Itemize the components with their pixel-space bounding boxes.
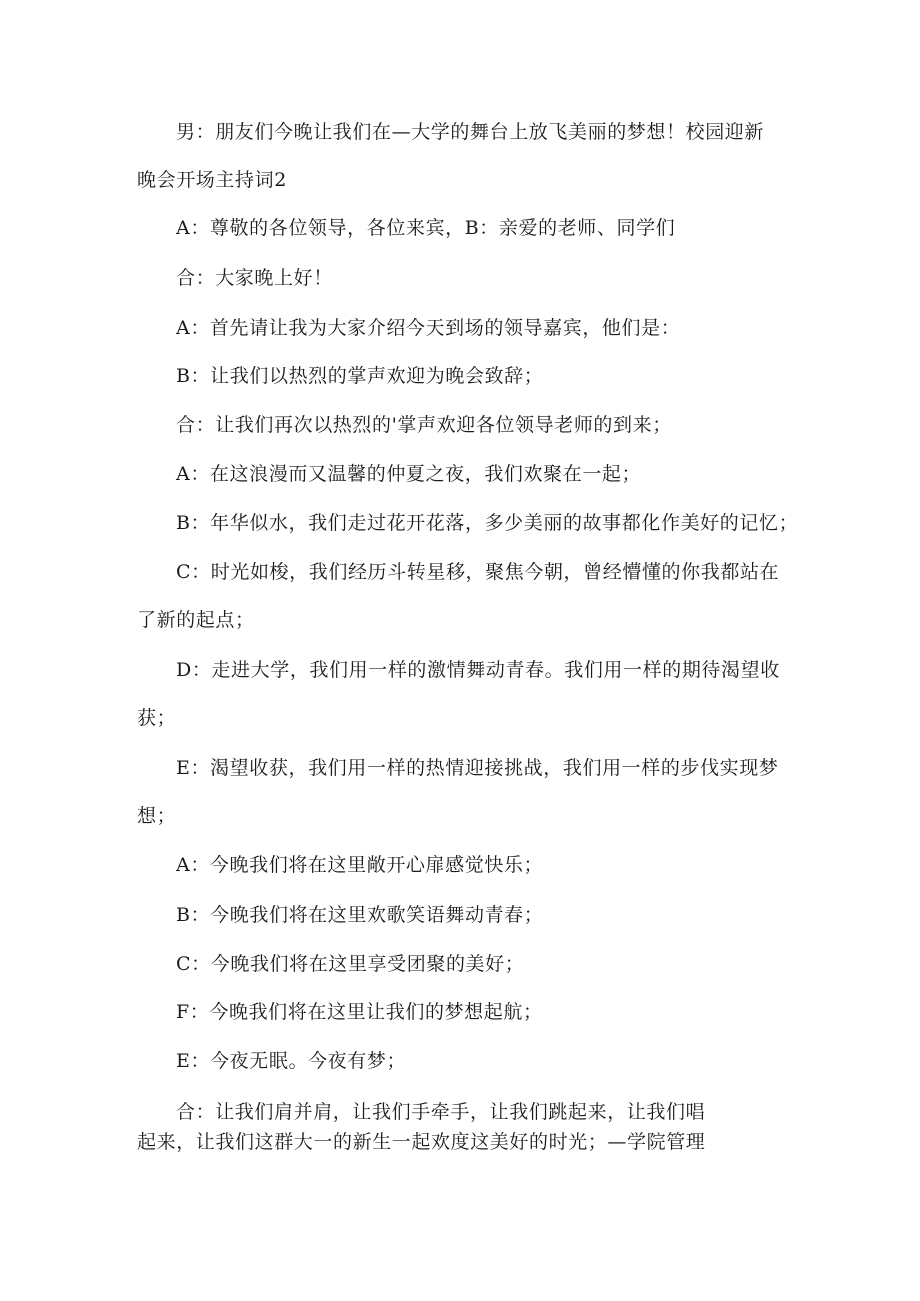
text-line: 获； — [137, 707, 177, 729]
text-line: 想； — [137, 805, 177, 827]
text-line: D：走进大学，我们用一样的激情舞动青春。我们用一样的期待渴望收 — [176, 659, 780, 681]
text-line: C：今晚我们将在这里享受团聚的美好； — [176, 953, 525, 975]
text-line: A：首先请让我为大家介绍今天到场的领导嘉宾，他们是： — [176, 317, 681, 339]
text-line: B：今晚我们将在这里欢歌笑语舞动青春； — [176, 904, 544, 926]
text-line: B：让我们以热烈的掌声欢迎为晚会致辞； — [176, 365, 544, 387]
text-line: 起来，让我们这群大一的新生一起欢度这美好的时光；—学院管理 — [137, 1131, 706, 1153]
text-line: 了新的起点； — [137, 609, 255, 631]
text-line: A：在这浪漫而又温馨的仲夏之夜，我们欢聚在一起； — [176, 463, 642, 485]
text-line: F：今晚我们将在这里让我们的梦想起航； — [176, 1001, 543, 1023]
text-line: B：年华似水，我们走过花开花落，多少美丽的故事都化作美好的记忆； — [176, 512, 799, 534]
text-line: 合：大家晚上好！ — [176, 267, 333, 289]
text-line: 合：让我们再次以热烈的'掌声欢迎各位领导老师的到来； — [176, 414, 672, 436]
text-line: E：今夜无眠。今夜有梦； — [176, 1050, 407, 1072]
text-line: A：尊敬的各位领导，各位来宾，B：亲爱的老师、同学们 — [176, 217, 676, 239]
text-line: C：时光如梭，我们经历斗转星移，聚焦今朝，曾经懵懂的你我都站在 — [176, 561, 780, 583]
text-line: 男：朋友们今晚让我们在—大学的舞台上放飞美丽的梦想！校园迎新 — [176, 121, 765, 143]
text-line: 合：让我们肩并肩，让我们手牵手，让我们跳起来，让我们唱 — [176, 1101, 706, 1123]
text-line: A：今晚我们将在这里敞开心扉感觉快乐； — [176, 854, 544, 876]
text-line: 晚会开场主持词2 — [137, 169, 287, 191]
text-line: E：渴望收获，我们用一样的热情迎接挑战，我们用一样的步伐实现梦 — [176, 757, 779, 779]
